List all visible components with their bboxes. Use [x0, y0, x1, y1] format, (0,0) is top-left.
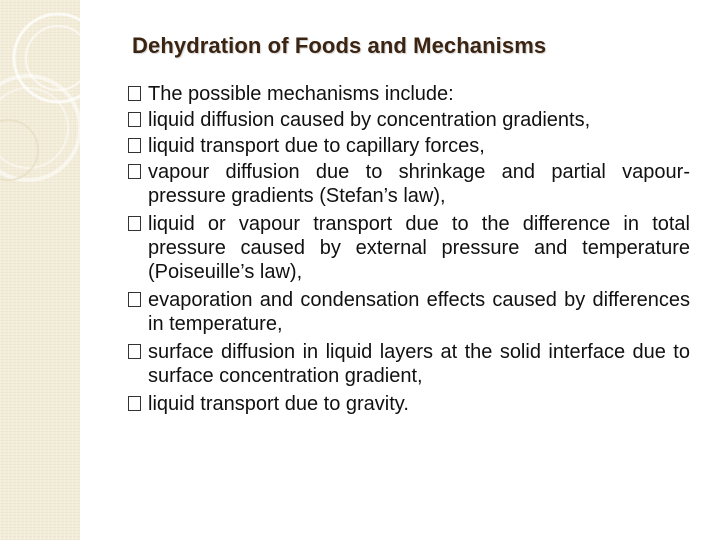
- bullet-list: [128, 82, 690, 420]
- slide-title: Dehydration of Foods and Mechanisms: [132, 33, 547, 58]
- bullet-item: [128, 134, 690, 158]
- bullet-item: [128, 392, 690, 416]
- box-bullet-icon: [128, 164, 141, 179]
- bullet-item: [128, 82, 690, 106]
- bullet-text: liquid or vapour transport due to the difference in total pressure caused by external pressure and temperature (Poiseuille’s law),: [148, 213, 690, 283]
- box-bullet-icon: [128, 344, 141, 359]
- bullet-text: vapour diffusion due to shrinkage and partial vapour-pressure gradients (Stefan’s law),: [148, 161, 690, 207]
- box-bullet-icon: [128, 396, 141, 411]
- decorative-side-panel: [0, 0, 80, 540]
- bullet-item: [128, 340, 690, 388]
- bullet-item: [128, 288, 690, 336]
- bullet-text: The possible mechanisms include:: [148, 83, 454, 105]
- bullet-item: [128, 212, 690, 284]
- bullet-text: liquid transport due to capillary forces,: [148, 135, 485, 157]
- bullet-text: surface diffusion in liquid layers at the solid interface due to surface concentration gradient,: [148, 341, 690, 387]
- box-bullet-icon: [128, 112, 141, 127]
- bullet-text: liquid diffusion caused by concentration gradients,: [148, 109, 591, 131]
- box-bullet-icon: [128, 216, 141, 231]
- box-bullet-icon: [128, 138, 141, 153]
- box-bullet-icon: [128, 292, 141, 307]
- bullet-item: [128, 160, 690, 208]
- box-bullet-icon: [128, 86, 141, 101]
- circle-decoration-icon: [0, 0, 80, 540]
- bullet-text: liquid transport due to gravity.: [148, 393, 409, 415]
- bullet-text: evaporation and condensation effects caused by differences in temperature,: [148, 289, 690, 335]
- bullet-item: [128, 108, 690, 132]
